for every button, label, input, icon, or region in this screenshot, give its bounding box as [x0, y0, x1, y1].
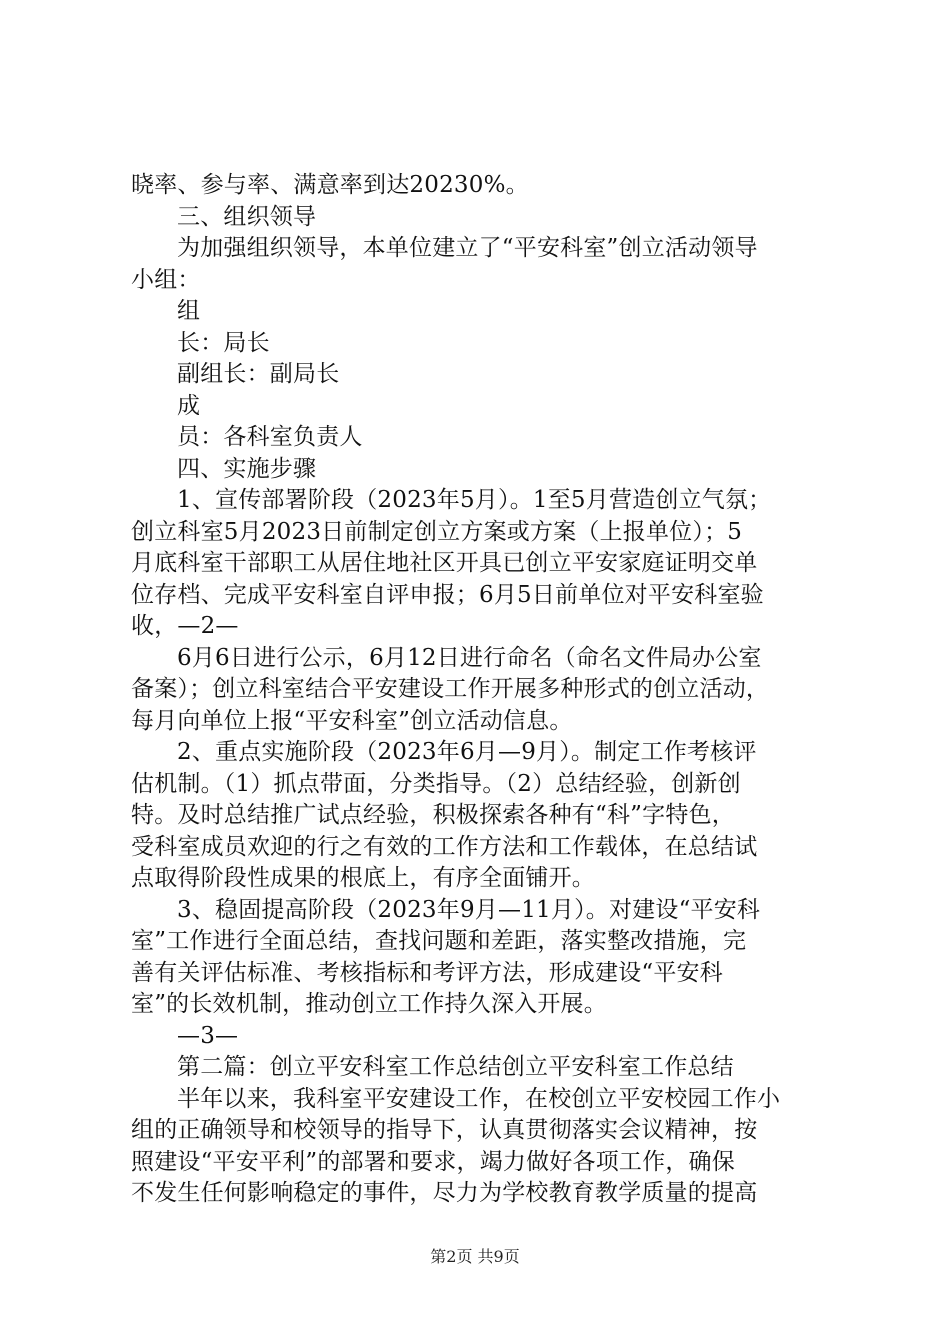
text-line: 晓率、参与率、满意率到达20230%。	[131, 172, 529, 198]
text-line: 第二篇：创立平安科室工作总结创立平安科室工作总结	[177, 1054, 734, 1080]
text-line: 半年以来，我科室平安建设工作，在校创立平安校园工作小	[177, 1085, 781, 1112]
text-line: 备案）；创立科室结合平安建设工作开展多种形式的创立活动，	[131, 676, 770, 702]
text-line: 位存档、完成平安科室自评申报；6月5日前单位对平安科室验	[131, 581, 764, 608]
page-footer: 第2页 共9页	[430, 1247, 520, 1266]
text-line: 成	[177, 392, 201, 419]
text-line: 室”的长效机制，推动创立工作持久深入开展。	[131, 991, 607, 1017]
text-line: 小组：	[131, 266, 201, 293]
text-line: 室”工作进行全面总结，查找问题和差距，落实整改措施，完	[131, 928, 747, 954]
text-line: 四、实施步骤	[177, 455, 317, 482]
text-line: 每月向单位上报“平安科室”创立活动信息。	[131, 707, 573, 734]
text-line: 照建设“平安平利”的部署和要求，竭力做好各项工作，确保	[131, 1148, 735, 1175]
text-line: 善有关评估标准、考核指标和考评方法，形成建设“平安科	[131, 959, 723, 986]
text-line: 三、组织领导	[177, 203, 317, 230]
text-line: —3—	[177, 1022, 239, 1049]
text-line: 长：局长	[177, 329, 270, 356]
text-line: 副组长：副局长	[177, 361, 340, 387]
text-line: 月底科室干部职工从居住地社区开具已创立平安家庭证明交单	[131, 550, 758, 576]
text-line: 员：各科室负责人	[177, 424, 363, 450]
text-line: 点取得阶段性成果的根底上，有序全面铺开。	[131, 865, 595, 891]
text-line: 2、重点实施阶段（2023年6月—9月）。制定工作考核评	[177, 739, 757, 765]
text-line: 6月6日进行公示，6月12日进行命名（命名文件局办公室	[177, 644, 762, 671]
text-line: 创立科室5月2023日前制定创立方案或方案（上报单位）；5	[131, 518, 743, 545]
text-line: 为加强组织领导，本单位建立了“平安科室”创立活动领导	[177, 235, 758, 261]
text-line: 受科室成员欢迎的行之有效的工作方法和工作载体，在总结试	[131, 833, 758, 860]
text-line: 特。及时总结推广试点经验，积极探索各种有“科”字特色，	[131, 802, 735, 828]
document-body	[131, 170, 831, 1210]
text-line: 估机制。（1）抓点带面，分类指导。（2）总结经验，创新创	[131, 770, 741, 797]
text-line: 收，—2—	[131, 613, 239, 639]
text-line: 1、宣传部署阶段（2023年5月）。1至5月营造创立气氛；	[177, 487, 772, 513]
text-line: 组的正确领导和校领导的指导下，认真贯彻落实会议精神，按	[131, 1117, 758, 1143]
text-line: 不发生任何影响稳定的事件，尽力为学校教育教学质量的提高	[131, 1180, 758, 1206]
text-line: 组	[177, 298, 201, 324]
text-line: 3、稳固提高阶段（2023年9月—11月）。对建设“平安科	[177, 896, 761, 923]
